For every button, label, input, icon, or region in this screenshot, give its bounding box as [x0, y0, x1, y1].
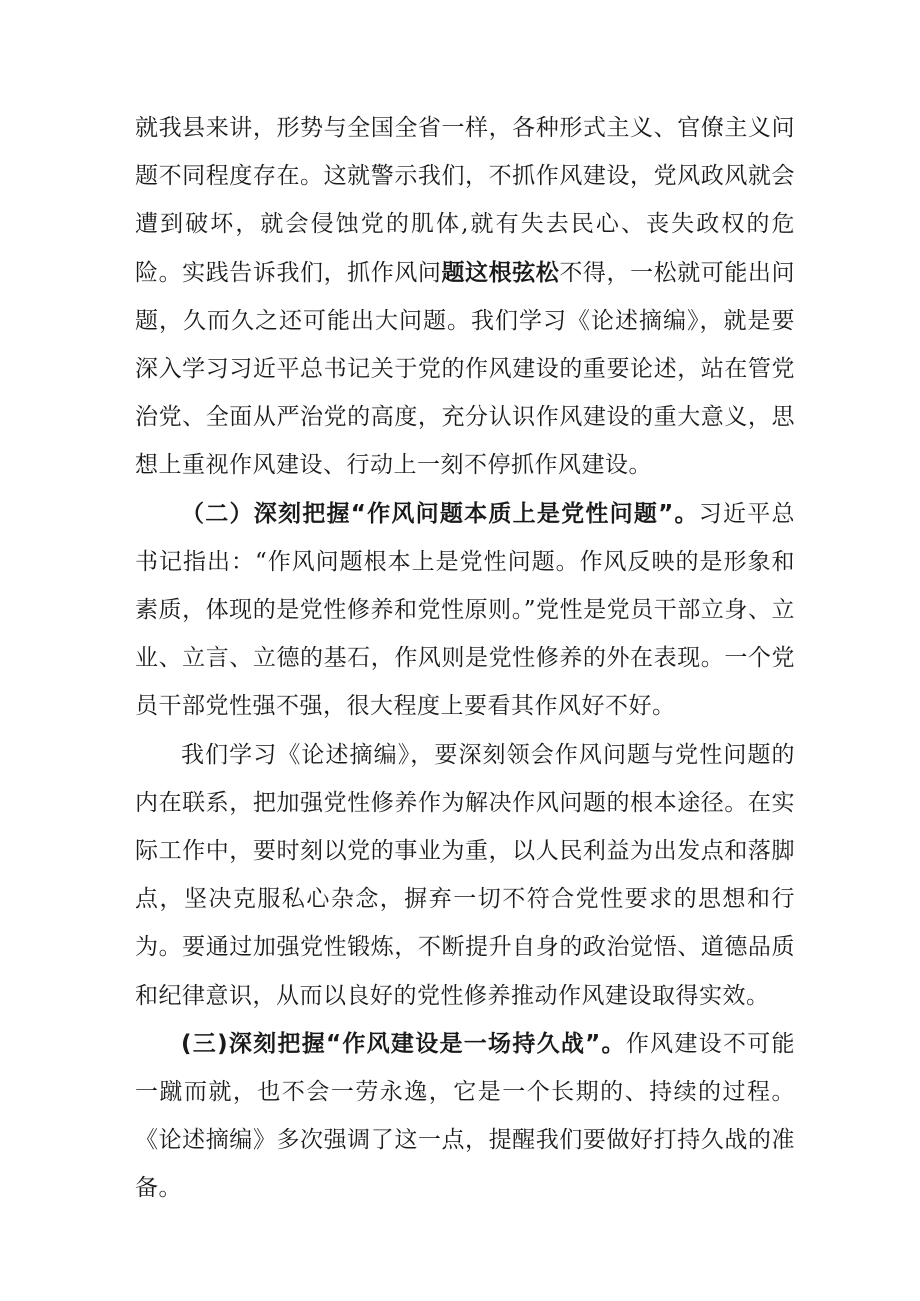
paragraph-2-text: 习近平总书记指出：“作风问题根本上是党性问题。作风反映的是形象和素质，体现的是党性修养和党性原则。”党性是党员干部立身、立业、立言、立德的基石，作风则是党性修养的外在表现。一个党员干部党性强不强，很大程度上要看其作风好不好。 [135, 500, 796, 720]
paragraph-1-text-before: 就我县来讲，形势与全国全省一样，各种形式主义、官僚主义问题不同程度存在。这就警示我们，不抓作风建设，党风政风就会遭到破坏，就会侵蚀党的肌体,就有失去民心、丧失政权的危险。实践告诉我们，抓作风问 [135, 115, 795, 286]
paragraph-2 [135, 490, 795, 731]
paragraph-1-text-after: 不得，一松就可能出问题，久而久之还可能出大问题。我们学习《论述摘编》，就是要深入学习习近平总书记关于党的作风建设的重要论述，站在管党治党、全面从严治党的高度，充分认识作风建设的重大意义，思想上重视作风建设、行动上一刻不停抓作风建设。 [135, 259, 796, 479]
paragraph-4 [135, 1020, 795, 1213]
paragraph-3-text: 我们学习《论述摘编》，要深刻领会作风问题与党性问题的内在联系，把加强党性修养作为解决作风问题的根本途径。在实际工作中，要时刻以党的事业为重，以人民利益为出发点和落脚点，坚决克服私心杂念，摒弃一切不符合党性要求的思想和行为。要通过加强党性锻炼，不断提升自身的政治觉悟、道德品质和纪律意识，从而以良好的党性修养推动作风建设取得实效。 [135, 741, 795, 1009]
section-heading-3: (三)深刻把握“作风建设是一场持久战”。 [181, 1030, 626, 1057]
paragraph-4-text: 作风建设不可能一蹴而就，也不会一劳永逸，它是一个长期的、持续的过程。《论述摘编》多次强调了这一点，提醒我们要做好打持久战的准备。 [135, 1030, 795, 1202]
paragraph-1 [135, 104, 795, 490]
paragraph-1-bold-phrase: 题这根弦松 [441, 258, 560, 286]
paragraph-3 [135, 731, 795, 1020]
document-body [135, 104, 795, 1213]
section-heading-2: （二）深刻把握“作风问题本质上是党性问题”。 [181, 500, 699, 527]
